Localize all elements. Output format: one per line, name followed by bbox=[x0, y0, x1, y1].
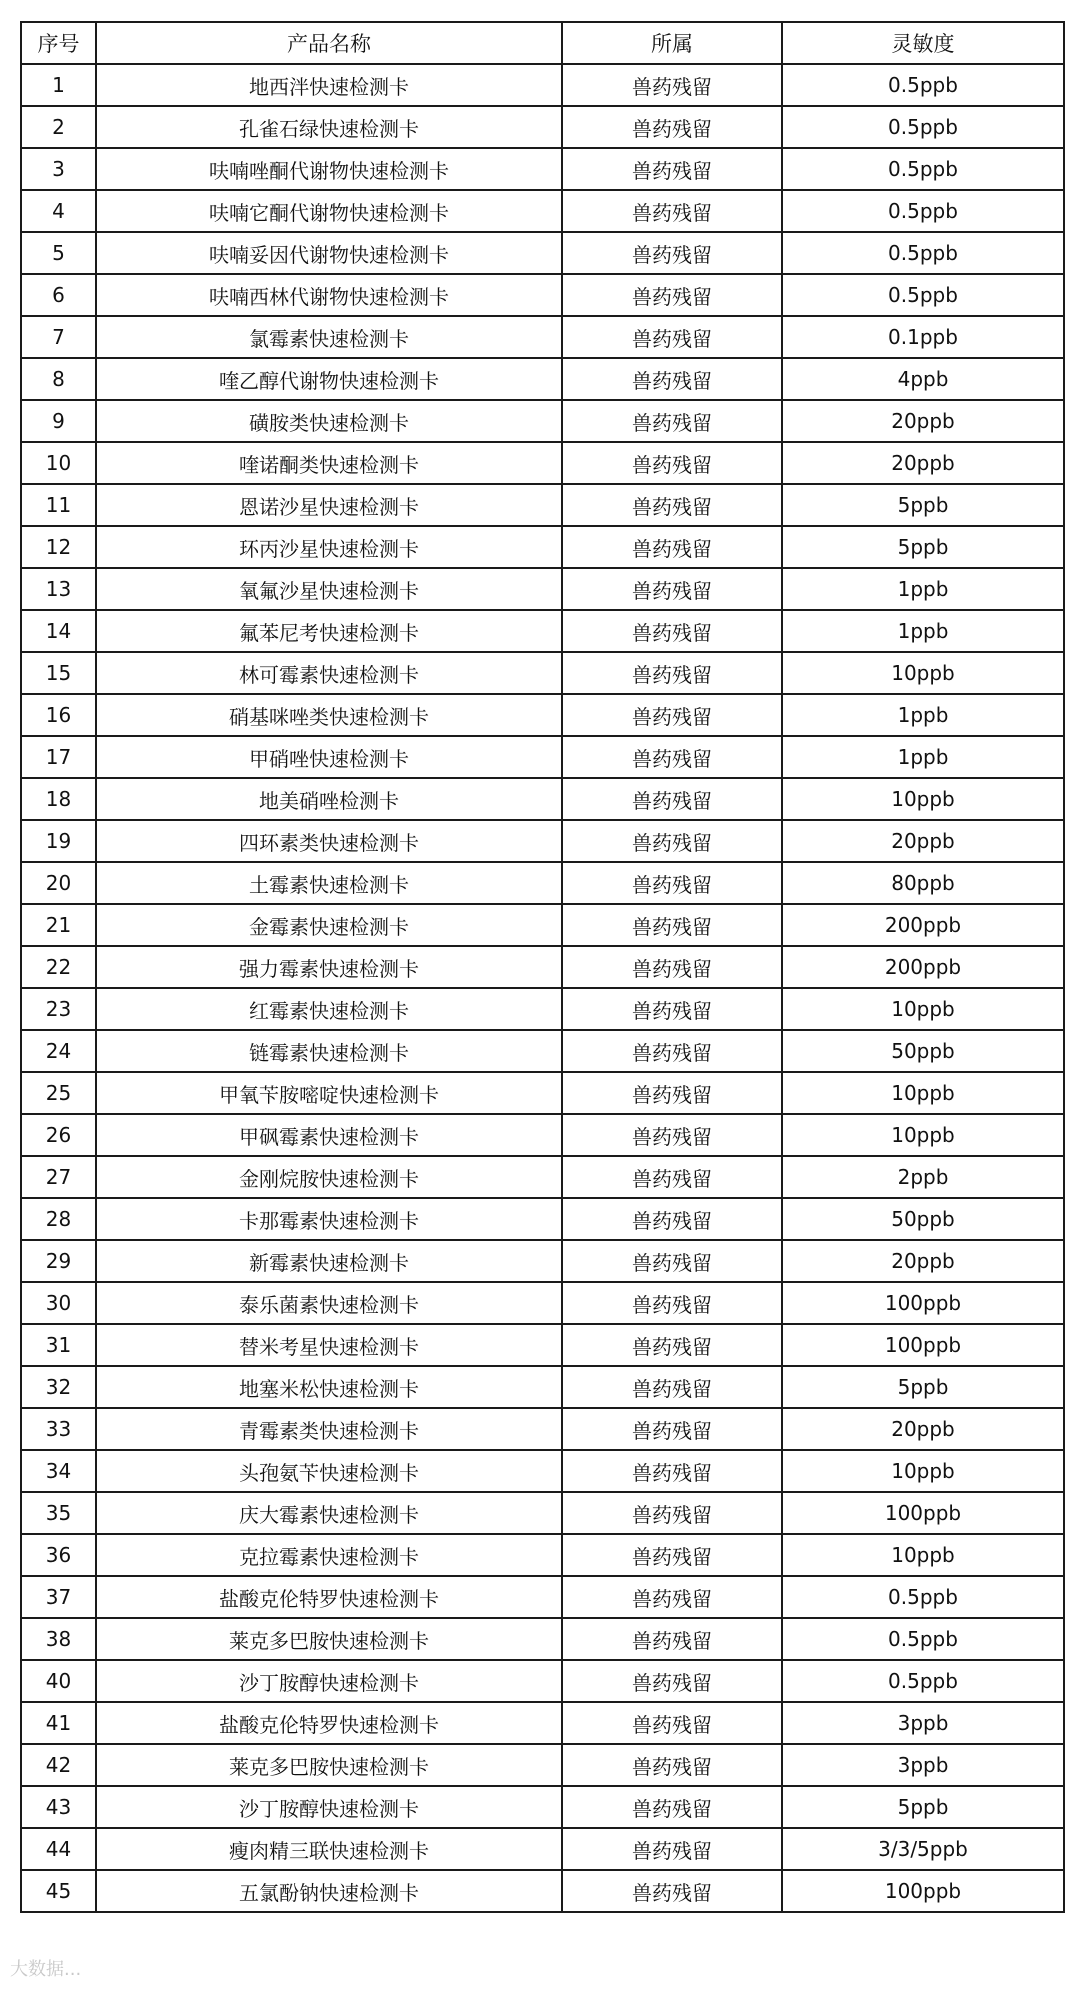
cell-category: 兽药残留 bbox=[562, 694, 782, 736]
table-row bbox=[21, 694, 1064, 736]
cell-category: 兽药残留 bbox=[562, 988, 782, 1030]
cell-sensitivity: 3/3/5ppb bbox=[782, 1828, 1064, 1870]
cell-index: 27 bbox=[21, 1156, 96, 1198]
cell-index: 43 bbox=[21, 1786, 96, 1828]
cell-category: 兽药残留 bbox=[562, 400, 782, 442]
cell-index: 29 bbox=[21, 1240, 96, 1282]
cell-product-name: 盐酸克伦特罗快速检测卡 bbox=[96, 1702, 562, 1744]
cell-sensitivity: 10ppb bbox=[782, 1450, 1064, 1492]
cell-product-name: 地塞米松快速检测卡 bbox=[96, 1366, 562, 1408]
cell-category: 兽药残留 bbox=[562, 904, 782, 946]
watermark: 大数据... bbox=[10, 1959, 82, 1980]
cell-sensitivity: 80ppb bbox=[782, 862, 1064, 904]
cell-index: 17 bbox=[21, 736, 96, 778]
cell-sensitivity: 20ppb bbox=[782, 400, 1064, 442]
table-row bbox=[21, 190, 1064, 232]
cell-product-name: 瘦肉精三联快速检测卡 bbox=[96, 1828, 562, 1870]
table-row bbox=[21, 1702, 1064, 1744]
cell-index: 30 bbox=[21, 1282, 96, 1324]
cell-sensitivity: 20ppb bbox=[782, 442, 1064, 484]
table-row bbox=[21, 1198, 1064, 1240]
cell-sensitivity: 0.5ppb bbox=[782, 232, 1064, 274]
table-row bbox=[21, 652, 1064, 694]
cell-index: 32 bbox=[21, 1366, 96, 1408]
table-row bbox=[21, 316, 1064, 358]
table-row bbox=[21, 1114, 1064, 1156]
cell-index: 36 bbox=[21, 1534, 96, 1576]
cell-category: 兽药残留 bbox=[562, 946, 782, 988]
cell-index: 19 bbox=[21, 820, 96, 862]
cell-index: 35 bbox=[21, 1492, 96, 1534]
table-row bbox=[21, 1030, 1064, 1072]
table-row bbox=[21, 1660, 1064, 1702]
table-row bbox=[21, 484, 1064, 526]
table-row bbox=[21, 1618, 1064, 1660]
cell-category: 兽药残留 bbox=[562, 484, 782, 526]
cell-product-name: 链霉素快速检测卡 bbox=[96, 1030, 562, 1072]
table-row bbox=[21, 568, 1064, 610]
cell-sensitivity: 10ppb bbox=[782, 778, 1064, 820]
cell-product-name: 地美硝唑检测卡 bbox=[96, 778, 562, 820]
cell-sensitivity: 5ppb bbox=[782, 526, 1064, 568]
cell-index: 25 bbox=[21, 1072, 96, 1114]
cell-sensitivity: 10ppb bbox=[782, 1114, 1064, 1156]
cell-category: 兽药残留 bbox=[562, 1198, 782, 1240]
cell-product-name: 红霉素快速检测卡 bbox=[96, 988, 562, 1030]
cell-product-name: 甲氧苄胺嘧啶快速检测卡 bbox=[96, 1072, 562, 1114]
cell-sensitivity: 4ppb bbox=[782, 358, 1064, 400]
cell-index: 21 bbox=[21, 904, 96, 946]
cell-sensitivity: 50ppb bbox=[782, 1030, 1064, 1072]
cell-index: 7 bbox=[21, 316, 96, 358]
table-row bbox=[21, 1492, 1064, 1534]
cell-category: 兽药残留 bbox=[562, 736, 782, 778]
cell-sensitivity: 0.1ppb bbox=[782, 316, 1064, 358]
table-row bbox=[21, 1450, 1064, 1492]
cell-product-name: 地西泮快速检测卡 bbox=[96, 64, 562, 106]
table-row bbox=[21, 400, 1064, 442]
cell-category: 兽药残留 bbox=[562, 1660, 782, 1702]
cell-product-name: 莱克多巴胺快速检测卡 bbox=[96, 1618, 562, 1660]
table-row bbox=[21, 1240, 1064, 1282]
cell-category: 兽药残留 bbox=[562, 1240, 782, 1282]
table-row bbox=[21, 1744, 1064, 1786]
cell-index: 45 bbox=[21, 1870, 96, 1912]
table-row bbox=[21, 1156, 1064, 1198]
cell-sensitivity: 0.5ppb bbox=[782, 1576, 1064, 1618]
cell-index: 40 bbox=[21, 1660, 96, 1702]
header-product-name: 产品名称 bbox=[96, 22, 562, 64]
cell-sensitivity: 10ppb bbox=[782, 1534, 1064, 1576]
cell-category: 兽药残留 bbox=[562, 1576, 782, 1618]
table-row bbox=[21, 1366, 1064, 1408]
cell-category: 兽药残留 bbox=[562, 1030, 782, 1072]
table-row bbox=[21, 1786, 1064, 1828]
cell-index: 28 bbox=[21, 1198, 96, 1240]
cell-index: 31 bbox=[21, 1324, 96, 1366]
table-header-row bbox=[21, 22, 1064, 64]
cell-product-name: 氧氟沙星快速检测卡 bbox=[96, 568, 562, 610]
cell-category: 兽药残留 bbox=[562, 526, 782, 568]
cell-index: 1 bbox=[21, 64, 96, 106]
cell-sensitivity: 0.5ppb bbox=[782, 148, 1064, 190]
cell-index: 20 bbox=[21, 862, 96, 904]
cell-product-name: 莱克多巴胺快速检测卡 bbox=[96, 1744, 562, 1786]
table-row bbox=[21, 106, 1064, 148]
cell-product-name: 四环素类快速检测卡 bbox=[96, 820, 562, 862]
cell-product-name: 甲砜霉素快速检测卡 bbox=[96, 1114, 562, 1156]
table-row bbox=[21, 1534, 1064, 1576]
cell-sensitivity: 5ppb bbox=[782, 484, 1064, 526]
cell-product-name: 盐酸克伦特罗快速检测卡 bbox=[96, 1576, 562, 1618]
cell-index: 42 bbox=[21, 1744, 96, 1786]
cell-sensitivity: 1ppb bbox=[782, 610, 1064, 652]
table-row bbox=[21, 820, 1064, 862]
cell-product-name: 呋喃它酮代谢物快速检测卡 bbox=[96, 190, 562, 232]
cell-product-name: 替米考星快速检测卡 bbox=[96, 1324, 562, 1366]
table-body bbox=[21, 64, 1064, 1912]
cell-index: 23 bbox=[21, 988, 96, 1030]
cell-category: 兽药残留 bbox=[562, 1744, 782, 1786]
cell-product-name: 氯霉素快速检测卡 bbox=[96, 316, 562, 358]
cell-category: 兽药残留 bbox=[562, 1786, 782, 1828]
cell-sensitivity: 20ppb bbox=[782, 1240, 1064, 1282]
cell-product-name: 庆大霉素快速检测卡 bbox=[96, 1492, 562, 1534]
cell-category: 兽药残留 bbox=[562, 1366, 782, 1408]
cell-sensitivity: 0.5ppb bbox=[782, 1618, 1064, 1660]
cell-product-name: 磺胺类快速检测卡 bbox=[96, 400, 562, 442]
table-row bbox=[21, 988, 1064, 1030]
cell-product-name: 环丙沙星快速检测卡 bbox=[96, 526, 562, 568]
cell-category: 兽药残留 bbox=[562, 232, 782, 274]
cell-sensitivity: 100ppb bbox=[782, 1282, 1064, 1324]
cell-index: 16 bbox=[21, 694, 96, 736]
table-row bbox=[21, 862, 1064, 904]
cell-index: 41 bbox=[21, 1702, 96, 1744]
cell-category: 兽药残留 bbox=[562, 106, 782, 148]
cell-category: 兽药残留 bbox=[562, 1408, 782, 1450]
cell-category: 兽药残留 bbox=[562, 1324, 782, 1366]
cell-product-name: 金刚烷胺快速检测卡 bbox=[96, 1156, 562, 1198]
cell-sensitivity: 5ppb bbox=[782, 1786, 1064, 1828]
cell-sensitivity: 0.5ppb bbox=[782, 64, 1064, 106]
cell-category: 兽药残留 bbox=[562, 64, 782, 106]
cell-product-name: 恩诺沙星快速检测卡 bbox=[96, 484, 562, 526]
cell-index: 34 bbox=[21, 1450, 96, 1492]
cell-index: 22 bbox=[21, 946, 96, 988]
cell-category: 兽药残留 bbox=[562, 316, 782, 358]
cell-category: 兽药残留 bbox=[562, 1870, 782, 1912]
cell-sensitivity: 1ppb bbox=[782, 694, 1064, 736]
cell-product-name: 呋喃唑酮代谢物快速检测卡 bbox=[96, 148, 562, 190]
cell-category: 兽药残留 bbox=[562, 1618, 782, 1660]
table-row bbox=[21, 1408, 1064, 1450]
cell-sensitivity: 10ppb bbox=[782, 652, 1064, 694]
product-table bbox=[20, 21, 1065, 1913]
cell-product-name: 青霉素类快速检测卡 bbox=[96, 1408, 562, 1450]
cell-sensitivity: 50ppb bbox=[782, 1198, 1064, 1240]
table-row bbox=[21, 610, 1064, 652]
cell-index: 9 bbox=[21, 400, 96, 442]
cell-sensitivity: 2ppb bbox=[782, 1156, 1064, 1198]
table-row bbox=[21, 64, 1064, 106]
cell-index: 26 bbox=[21, 1114, 96, 1156]
cell-product-name: 泰乐菌素快速检测卡 bbox=[96, 1282, 562, 1324]
table-row bbox=[21, 1324, 1064, 1366]
cell-category: 兽药残留 bbox=[562, 358, 782, 400]
table-row bbox=[21, 1870, 1064, 1912]
table-row bbox=[21, 1828, 1064, 1870]
cell-category: 兽药残留 bbox=[562, 1282, 782, 1324]
cell-index: 18 bbox=[21, 778, 96, 820]
cell-category: 兽药残留 bbox=[562, 652, 782, 694]
cell-index: 8 bbox=[21, 358, 96, 400]
cell-category: 兽药残留 bbox=[562, 1492, 782, 1534]
cell-index: 24 bbox=[21, 1030, 96, 1072]
cell-sensitivity: 100ppb bbox=[782, 1870, 1064, 1912]
cell-index: 10 bbox=[21, 442, 96, 484]
cell-index: 15 bbox=[21, 652, 96, 694]
table-row bbox=[21, 442, 1064, 484]
cell-sensitivity: 0.5ppb bbox=[782, 1660, 1064, 1702]
cell-sensitivity: 100ppb bbox=[782, 1492, 1064, 1534]
cell-product-name: 喹乙醇代谢物快速检测卡 bbox=[96, 358, 562, 400]
cell-sensitivity: 3ppb bbox=[782, 1702, 1064, 1744]
cell-sensitivity: 1ppb bbox=[782, 736, 1064, 778]
table-row bbox=[21, 358, 1064, 400]
cell-sensitivity: 20ppb bbox=[782, 820, 1064, 862]
cell-product-name: 土霉素快速检测卡 bbox=[96, 862, 562, 904]
cell-index: 33 bbox=[21, 1408, 96, 1450]
table-row bbox=[21, 1072, 1064, 1114]
cell-sensitivity: 200ppb bbox=[782, 904, 1064, 946]
table-row bbox=[21, 778, 1064, 820]
cell-sensitivity: 10ppb bbox=[782, 1072, 1064, 1114]
cell-sensitivity: 0.5ppb bbox=[782, 274, 1064, 316]
cell-product-name: 金霉素快速检测卡 bbox=[96, 904, 562, 946]
cell-category: 兽药残留 bbox=[562, 442, 782, 484]
cell-index: 44 bbox=[21, 1828, 96, 1870]
cell-product-name: 头孢氨苄快速检测卡 bbox=[96, 1450, 562, 1492]
cell-category: 兽药残留 bbox=[562, 1828, 782, 1870]
cell-product-name: 沙丁胺醇快速检测卡 bbox=[96, 1660, 562, 1702]
cell-sensitivity: 3ppb bbox=[782, 1744, 1064, 1786]
cell-category: 兽药残留 bbox=[562, 274, 782, 316]
cell-product-name: 卡那霉素快速检测卡 bbox=[96, 1198, 562, 1240]
cell-sensitivity: 20ppb bbox=[782, 1408, 1064, 1450]
cell-product-name: 呋喃西林代谢物快速检测卡 bbox=[96, 274, 562, 316]
cell-product-name: 五氯酚钠快速检测卡 bbox=[96, 1870, 562, 1912]
header-index: 序号 bbox=[21, 22, 96, 64]
cell-product-name: 林可霉素快速检测卡 bbox=[96, 652, 562, 694]
cell-index: 3 bbox=[21, 148, 96, 190]
header-category: 所属 bbox=[562, 22, 782, 64]
cell-index: 14 bbox=[21, 610, 96, 652]
table-row bbox=[21, 946, 1064, 988]
table-row bbox=[21, 232, 1064, 274]
cell-product-name: 孔雀石绿快速检测卡 bbox=[96, 106, 562, 148]
cell-product-name: 甲硝唑快速检测卡 bbox=[96, 736, 562, 778]
table-row bbox=[21, 1282, 1064, 1324]
cell-product-name: 喹诺酮类快速检测卡 bbox=[96, 442, 562, 484]
table-row bbox=[21, 904, 1064, 946]
cell-category: 兽药残留 bbox=[562, 1534, 782, 1576]
cell-category: 兽药残留 bbox=[562, 1450, 782, 1492]
cell-product-name: 新霉素快速检测卡 bbox=[96, 1240, 562, 1282]
cell-index: 12 bbox=[21, 526, 96, 568]
cell-category: 兽药残留 bbox=[562, 1072, 782, 1114]
table-row bbox=[21, 1576, 1064, 1618]
cell-sensitivity: 10ppb bbox=[782, 988, 1064, 1030]
table-row bbox=[21, 526, 1064, 568]
cell-product-name: 硝基咪唑类快速检测卡 bbox=[96, 694, 562, 736]
cell-product-name: 克拉霉素快速检测卡 bbox=[96, 1534, 562, 1576]
cell-sensitivity: 1ppb bbox=[782, 568, 1064, 610]
cell-index: 37 bbox=[21, 1576, 96, 1618]
cell-category: 兽药残留 bbox=[562, 610, 782, 652]
header-sensitivity: 灵敏度 bbox=[782, 22, 1064, 64]
cell-category: 兽药残留 bbox=[562, 820, 782, 862]
cell-index: 38 bbox=[21, 1618, 96, 1660]
cell-index: 13 bbox=[21, 568, 96, 610]
cell-sensitivity: 0.5ppb bbox=[782, 190, 1064, 232]
cell-index: 2 bbox=[21, 106, 96, 148]
cell-index: 4 bbox=[21, 190, 96, 232]
cell-category: 兽药残留 bbox=[562, 1702, 782, 1744]
cell-sensitivity: 200ppb bbox=[782, 946, 1064, 988]
cell-category: 兽药残留 bbox=[562, 1156, 782, 1198]
cell-category: 兽药残留 bbox=[562, 190, 782, 232]
cell-index: 5 bbox=[21, 232, 96, 274]
cell-sensitivity: 0.5ppb bbox=[782, 106, 1064, 148]
cell-index: 6 bbox=[21, 274, 96, 316]
cell-product-name: 强力霉素快速检测卡 bbox=[96, 946, 562, 988]
cell-product-name: 沙丁胺醇快速检测卡 bbox=[96, 1786, 562, 1828]
cell-product-name: 氟苯尼考快速检测卡 bbox=[96, 610, 562, 652]
table-row bbox=[21, 274, 1064, 316]
cell-product-name: 呋喃妥因代谢物快速检测卡 bbox=[96, 232, 562, 274]
cell-category: 兽药残留 bbox=[562, 568, 782, 610]
cell-category: 兽药残留 bbox=[562, 148, 782, 190]
cell-sensitivity: 5ppb bbox=[782, 1366, 1064, 1408]
cell-sensitivity: 100ppb bbox=[782, 1324, 1064, 1366]
cell-category: 兽药残留 bbox=[562, 1114, 782, 1156]
cell-category: 兽药残留 bbox=[562, 778, 782, 820]
table-row bbox=[21, 736, 1064, 778]
cell-index: 11 bbox=[21, 484, 96, 526]
cell-category: 兽药残留 bbox=[562, 862, 782, 904]
table-row bbox=[21, 148, 1064, 190]
